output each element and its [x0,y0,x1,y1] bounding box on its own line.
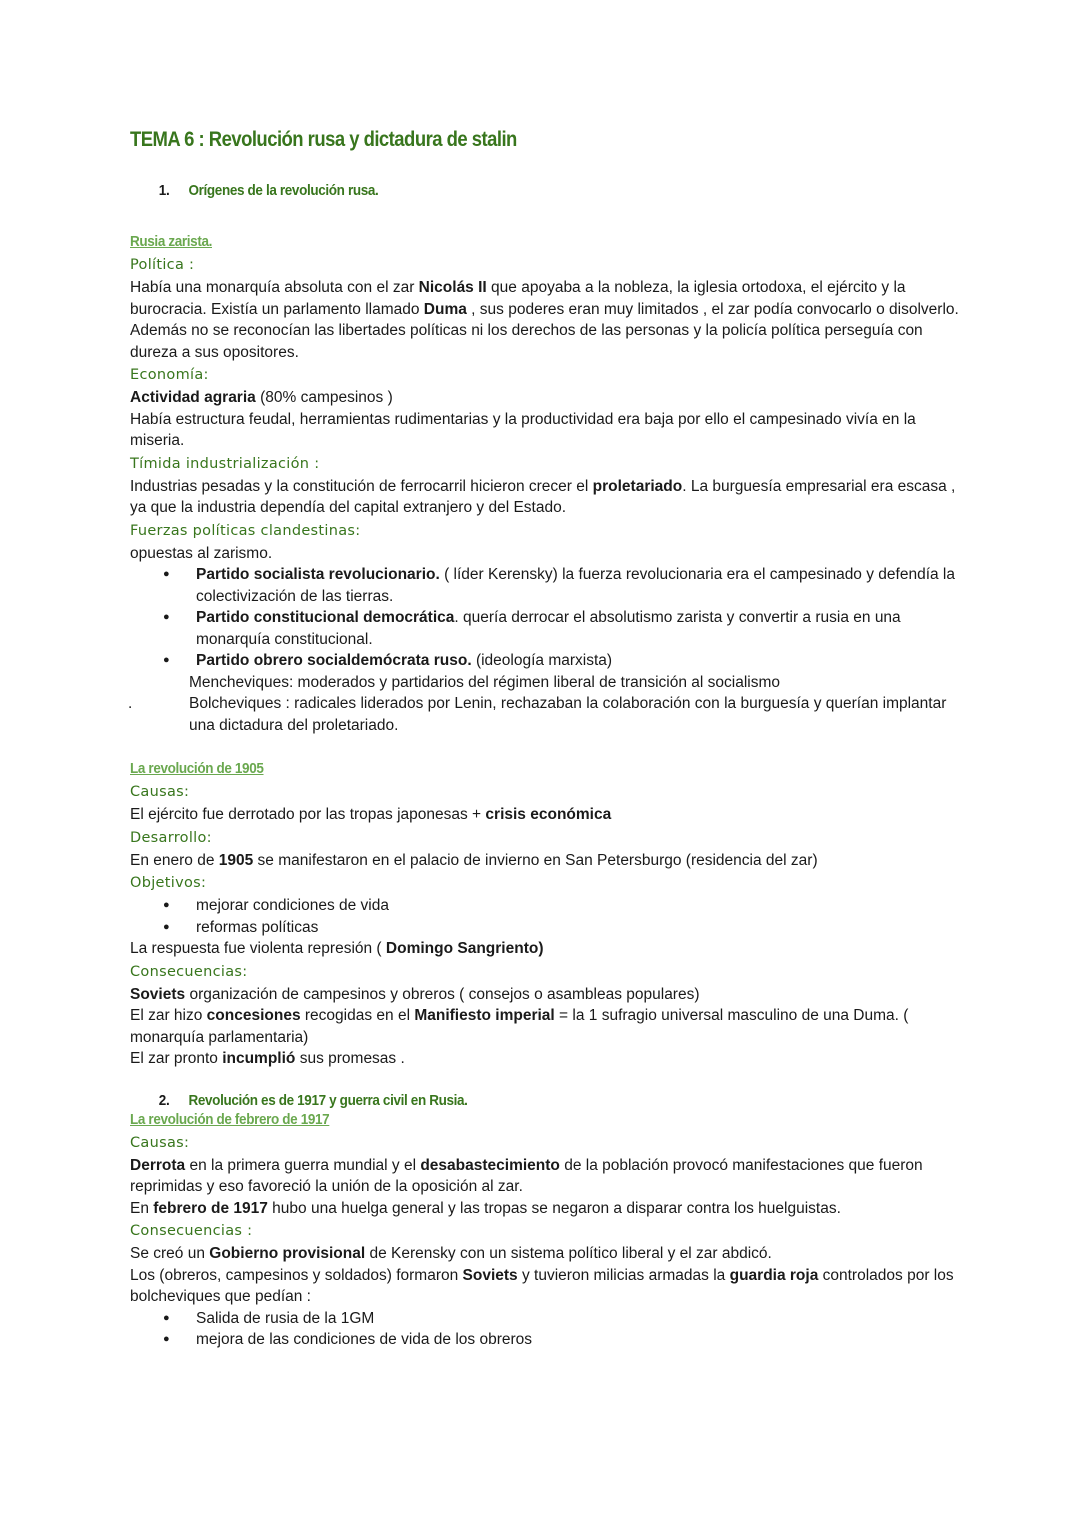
section-2-heading [130,1092,877,1109]
list-partidos [130,564,960,672]
list-item: ● Partido obrero socialdemócrata ruso. (ideología marxista) [130,650,960,672]
paragraph-agraria: Actividad agraria (80% campesinos ) [130,389,393,406]
label-objetivos: Objetivos: [130,875,207,891]
section-1-heading [130,182,877,199]
paragraph-bolcheviques: . Bolcheviques : radicales liderados por Lenin, rechazaban la colaboración con la burguesía y querían implantar una dictadura del proletariado. [128,695,947,734]
list-item: ● mejorar condiciones de vida [130,895,960,917]
subheading-rusia-zarista: Rusia zarista. [130,233,212,250]
section-title: Orígenes de la revolución rusa. [188,182,379,199]
label-consecuencias: Consecuencias : [130,1223,253,1239]
label-politica: Política : [130,257,195,273]
page-title: TEMA 6 : Revolución rusa y dictadura de stalin [130,128,517,151]
label-causas: Causas: [130,1134,190,1151]
label-consecuencias: Consecuencias: [130,963,248,980]
section-number: 1. [158,182,170,199]
list-item: ● Salida de rusia de la 1GM [130,1308,960,1330]
paragraph-concesiones: El zar hizo concesiones recogidas en el Manifiesto imperial = la 1 sufragio universal masculino de una Duma. ( monarquía parlamentaria) [130,1007,909,1046]
subheading-revolucion-1905: La revolución de 1905 [130,760,264,777]
paragraph-soviets: Soviets organización de campesinos y obreros ( consejos o asambleas populares) [130,985,700,1003]
paragraph-obreros: Los (obreros, campesinos y soldados) formaron Soviets y tuvieron milicias armadas la guardia roja controlados por los bolcheviques que pedían : [130,1266,954,1305]
list-objetivos [130,895,960,938]
paragraph-huelga: En febrero de 1917 hubo una huelga general y las tropas se negaron a disparar contra los huelguistas. [130,1199,841,1217]
paragraph-opuestas: opuestas al zarismo. [130,544,273,562]
section-number: 2. [158,1091,170,1109]
label-causas: Causas: [130,784,190,800]
paragraph-gobierno: Se creó un Gobierno provisional de Kerensky con un sistema político liberal y el zar abdicó. [130,1245,772,1262]
paragraph-causas: El ejército fue derrotado por las tropas japonesas + crisis económica [130,806,612,823]
paragraph-derrota: Derrota en la primera guerra mundial y el desabastecimiento de la población provocó manifestaciones que fueron reprimidas y eso favoreció la unión de la oposición al zar. [130,1156,923,1195]
list-item: ● Partido socialista revolucionario. ( líder Kerensky) la fuerza revolucionaria era el campesinado y defendía la colectivización de las tierras. [130,564,960,607]
paragraph-desarrollo: En enero de 1905 se manifestaron en el palacio de invierno en San Petersburgo (residencia del zar) [130,851,818,869]
paragraph-respuesta: La respuesta fue violenta represión ( Domingo Sangriento) [130,940,544,957]
paragraph-mencheviques: Mencheviques: moderados y partidarios del régimen liberal de transición al socialismo [189,673,781,691]
list-peticiones [130,1308,960,1351]
label-industrializacion: Tímida industrialización : [130,455,320,472]
paragraph-industria: Industrias pesadas y la constitución de ferrocarril hicieron crecer el proletariado. La burguesía empresarial era escasa , ya que la industria dependía del capital extranjero y del Estado. [130,477,956,516]
list-item: ● mejora de las condiciones de vida de los obreros [130,1329,960,1351]
section-title: Revolución es de 1917 y guerra civil en Rusia. [188,1091,468,1109]
label-economia: Economía: [130,367,209,383]
label-desarrollo: Desarrollo: [130,829,212,846]
subheading-febrero-1917: La revolución de febrero de 1917 [130,1110,330,1128]
label-fuerzas: Fuerzas políticas clandestinas: [130,522,361,539]
paragraph-politica: Había una monarquía absoluta con el zar Nicolás II que apoyaba a la nobleza, la iglesia ortodoxa, el ejército y la burocracia. Existía un parlamento llamado Duma , sus poderes eran muy limitados , el zar podía convocarlo o disolverlo. Además no se reconocían las libertades políticas ni los derechos de las personas y la policía política perseguía con dureza a sus opositores. [130,279,959,361]
document-page [130,128,960,1351]
paragraph-feudal: Había estructura feudal, herramientas rudimentarias y la productividad era baja por ello el campesinado vivía en la miseria. [130,410,916,449]
list-item: ● reformas políticas [130,917,960,939]
paragraph-incumplio: El zar pronto incumplió sus promesas . [130,1050,405,1067]
list-item: ● Partido constitucional democrática. quería derrocar el absolutismo zarista y convertir a rusia en una monarquía constitucional. [130,607,960,650]
stray-dot: . [128,695,133,712]
